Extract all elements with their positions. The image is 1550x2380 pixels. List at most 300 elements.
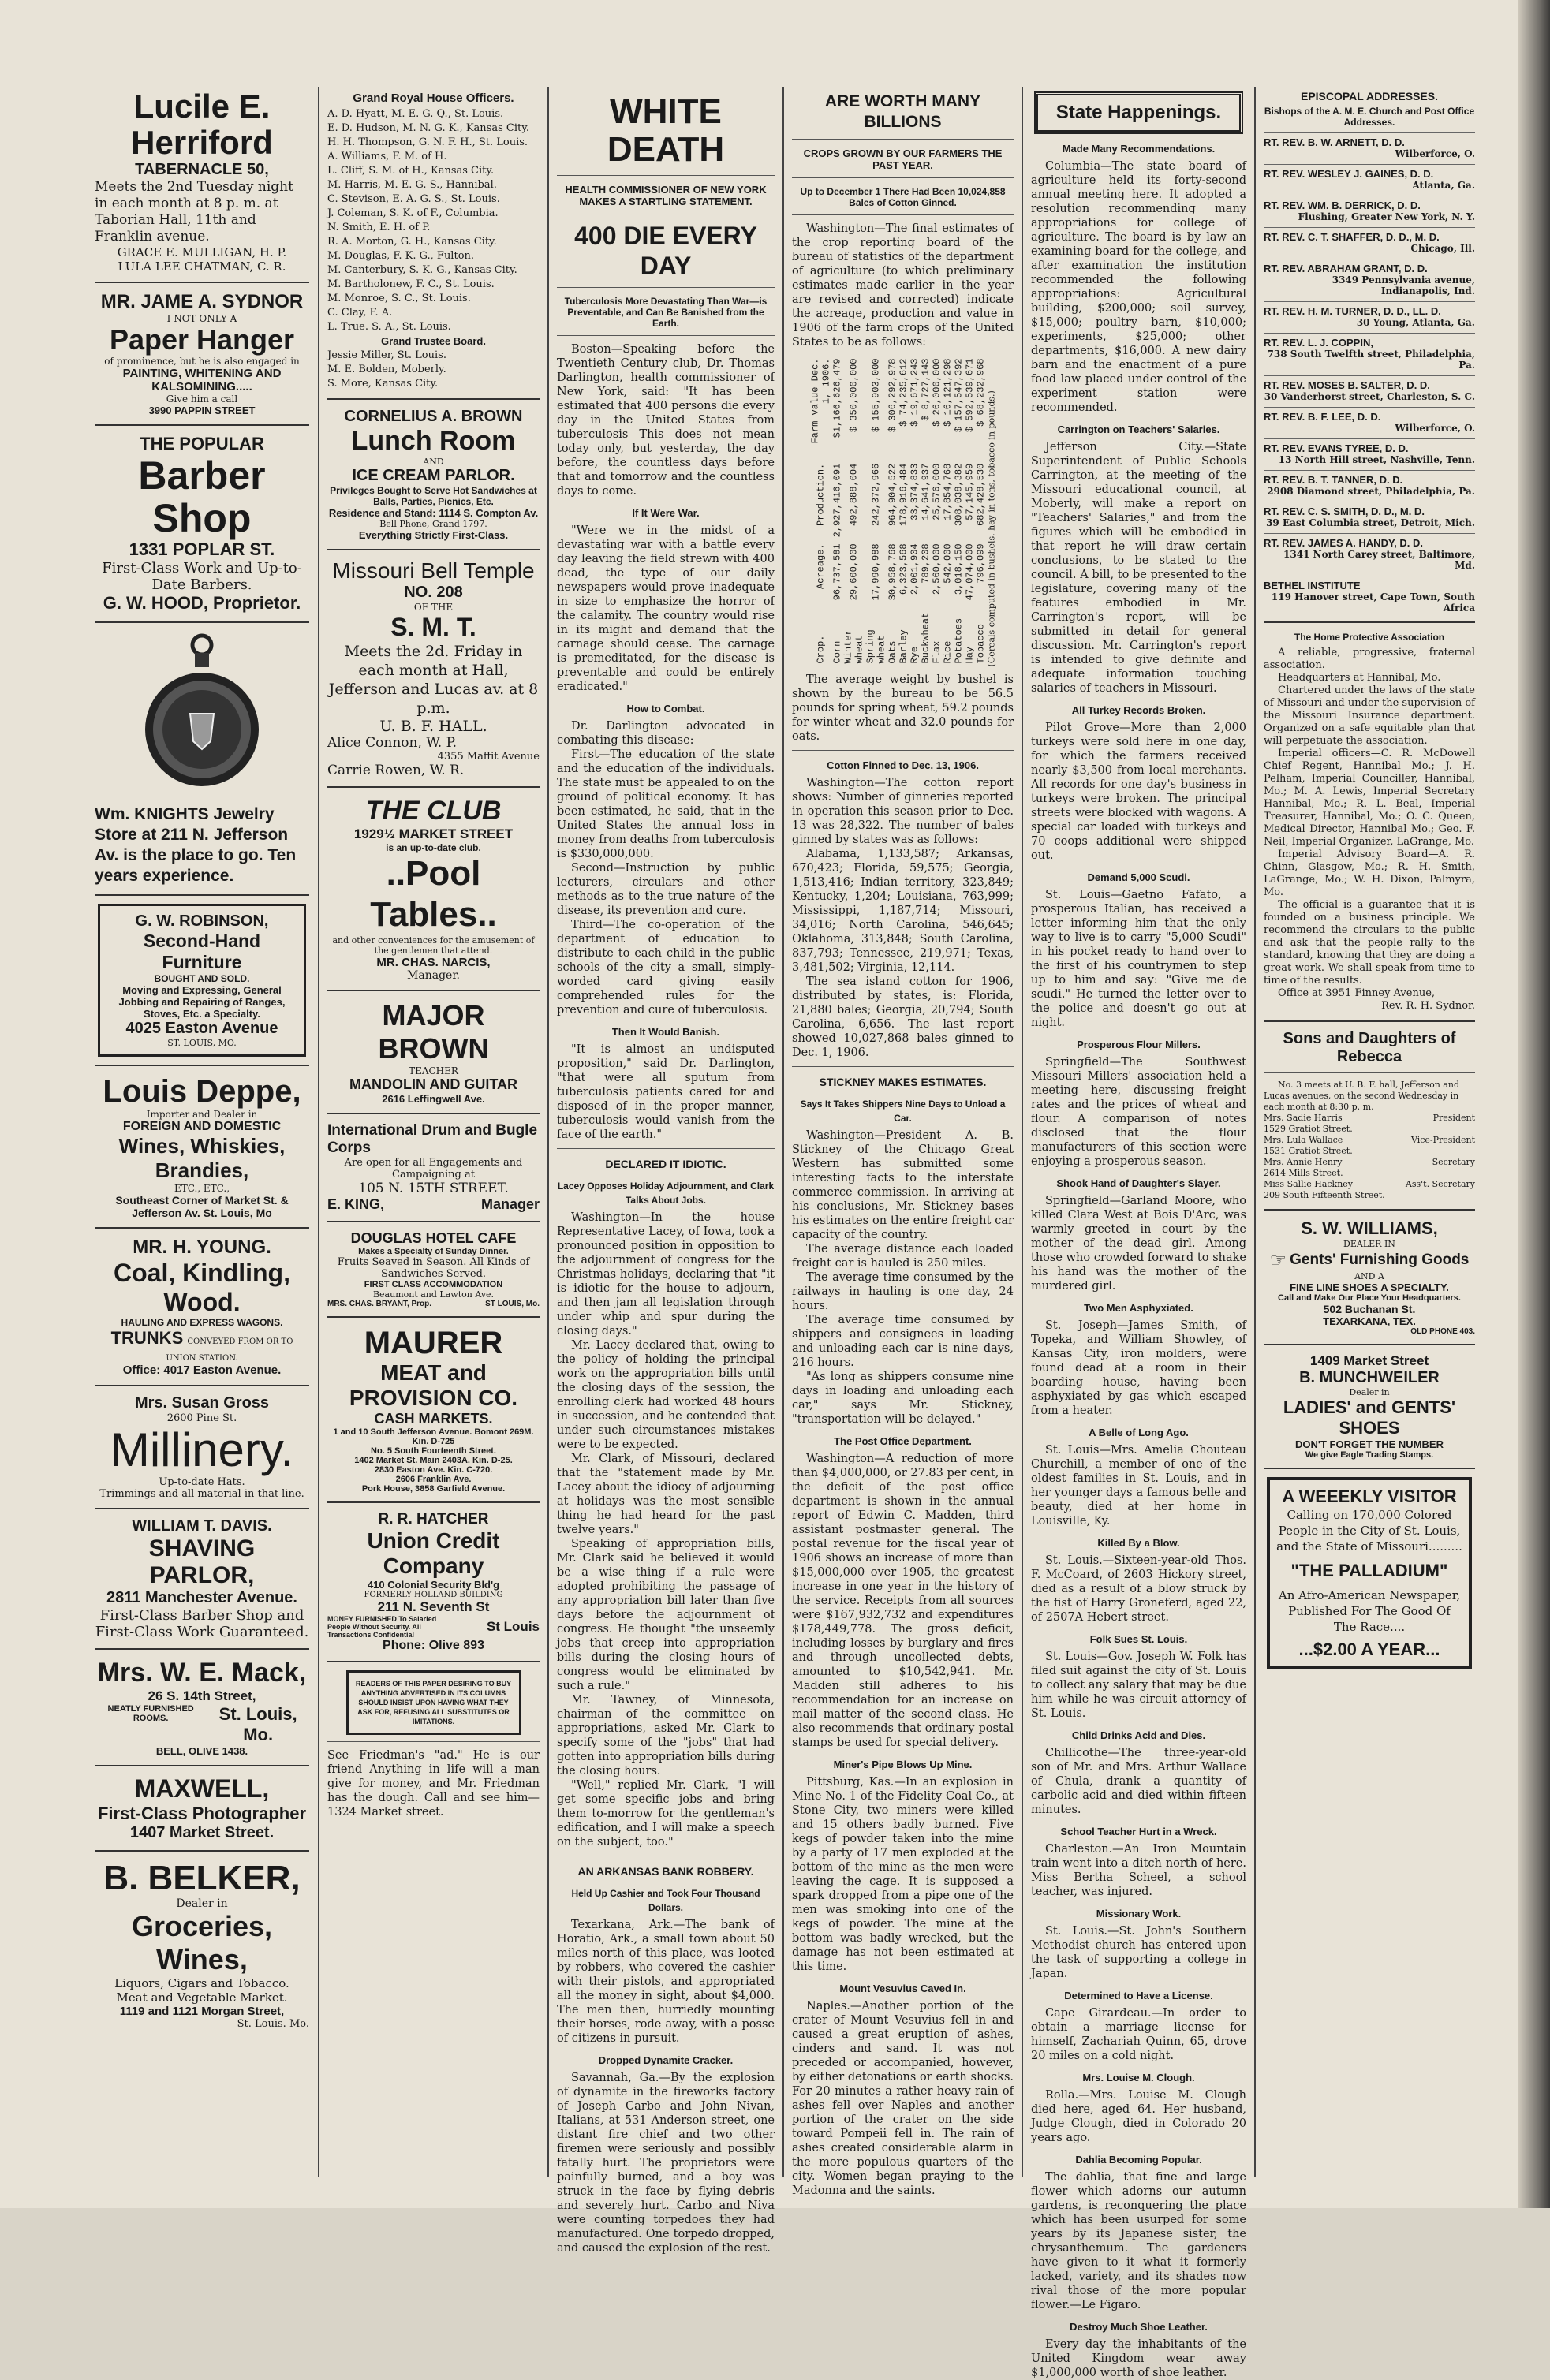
article-body <box>792 673 1014 2198</box>
bishop-address: Wilberforce, O. <box>1395 423 1475 434</box>
bishop-name: RT. REV. C. S. SMITH, D. D., M. D. <box>1264 505 1425 517</box>
home-protective-association <box>1264 631 1475 1013</box>
ad-address: 1402 Market St. Main 2403A. Kin. D-25. <box>354 1456 513 1465</box>
crop-table-wrapper <box>792 353 1014 670</box>
ad-line: St. Louis. Mo. <box>237 2018 309 2030</box>
ad-title: MR. JAME A. SYDNOR <box>100 291 304 312</box>
ad-line: DON'T FORGET THE NUMBER <box>1295 1438 1444 1450</box>
table-cell: $ 68,232,968 <box>975 358 986 427</box>
officer-line: H. H. Thompson, G. N. F. H., St. Louis. <box>327 136 528 148</box>
ad-line: ST LOUIS, Mo. <box>485 1300 540 1308</box>
ad-trade: Gents' Furnishing Goods <box>1290 1252 1470 1268</box>
officer-name: Mrs. Annie Henry <box>1264 1157 1343 1167</box>
ad-line: AND A <box>1354 1271 1384 1281</box>
table-cell: Winter wheat <box>842 629 865 664</box>
paragraph: Savannah, Ga.—By the explosion of dynamite in the fireworks factory of Joseph Carbo and John Nivan, Italians, at 531 Anderson street, one distant fire chief and two other firemen were seriously and possibly fatally hurt. The proprietors were painfully burned, and a boy was struck in the face by flying debris and severely hurt. Carbo and Niva were counting torpedoes they had manufactured. One torpedo dropped, and caused the explosion of the rest. <box>557 2072 775 2255</box>
officer-line: M. Canterbury, S. K. G., Kansas City. <box>327 264 517 276</box>
bishop-name: RT. REV. ABRAHAM GRANT, D. D. <box>1264 263 1428 274</box>
bishop-entry <box>1264 196 1475 222</box>
ad-text: Moving and Expressing, General Jobbing and Repairing of Ranges, Stoves, Etc. a Specialty. <box>118 984 286 1020</box>
bishop-address: Wilberforce, O. <box>1395 148 1475 159</box>
paragraph: St. Louis.—St. John's Southern Methodist church has entered upon the task of supporting a college in Japan. <box>1031 1925 1246 1980</box>
table-row <box>931 356 942 667</box>
paragraph: Imperial officers—C. R. McDowell Chief Regent, Hannibal Mo.; J. H. Pelham, Imperial Counciller, Hannibal, Mo.; M. A. Lewis, Imperial Secretary Hannibal, Mo.; R. L. Beal, Imperial Treasurer, Hannibal, Mo.; O. C. Queen, Medical Director, Hannibal Mo.; Geo. F. Neil, Imperial Organizer, LaGrange, Mo. <box>1264 748 1475 848</box>
officer-line <box>1264 1146 1475 1157</box>
herriford-ad <box>95 88 309 274</box>
ad-text: Meets the 2nd Tuesday night in each month at 8 p. m. at Taborian Hall, 11th and Franklin avenue. <box>95 179 293 244</box>
section-heading: How to Combat. <box>626 703 705 714</box>
ad-address: 26 S. 14th Street, <box>148 1688 256 1703</box>
ad-trade: SHAVING PARLOR, <box>148 1535 256 1588</box>
ad-line: Liquors, Cigars and Tobacco. <box>114 1976 289 1990</box>
table-cell: 6,323,568 <box>898 543 909 595</box>
table-row <box>920 356 931 667</box>
ad-text: Calling on 170,000 Colored People in the City of St. Louis, and the State of Missouri......... <box>1276 1508 1462 1554</box>
ad-trade: MEAT and <box>380 1360 487 1385</box>
ad-line: Makes a Specialty of Sunday Dinner. <box>358 1247 509 1256</box>
table-row <box>898 356 909 667</box>
officer-line: M. E. Bolden, Moberly. <box>327 364 446 375</box>
paragraph: Speaking of appropriation bills, Mr. Clark said he believed it would be a wise thing if a rule were adopted prohibiting the passage of any appropriation bill later than five days before the adjournment of congress. He thought "the unseemly jobs that creep into appropriation bills during the closing hours of congress would be eliminated by such a rule." <box>557 1538 775 1692</box>
section-heading: Demand 5,000 Scudi. <box>1087 871 1190 883</box>
ad-title: THE CLUB <box>365 796 502 826</box>
section-heading: Destroy Much Shoe Leather. <box>1070 2321 1208 2333</box>
officer-name: Mrs. Sadie Harris <box>1264 1113 1343 1123</box>
jewelry-ad: Wm. KNIGHTS Jewelry Store at 211 N. Jefferson Av. is the place to go. Ten years experience. <box>95 805 297 885</box>
hatcher-ad <box>327 1511 540 1653</box>
bishop-address: 39 East Columbia street, Detroit, Mich. <box>1266 517 1475 528</box>
ad-address: Residence and Stand: 1114 S. Compton Av. <box>328 507 539 519</box>
ad-line: OF THE <box>413 602 454 613</box>
ad-text: Fruits Seaved in Season. All Kinds of Sandwiches Served. <box>337 1256 530 1280</box>
bishop-address: 119 Hanover street, Cape Town, South Africa <box>1271 591 1475 614</box>
ad-line: is an up-to-date club. <box>386 842 481 853</box>
table-cell: Corn <box>831 640 842 664</box>
ad-trade: FINE LINE SHOES A SPECIALTY. <box>1290 1281 1449 1293</box>
table-header: Acreage. <box>815 543 826 589</box>
bishop-entry <box>1264 533 1475 571</box>
officer-line <box>1264 1190 1475 1201</box>
subheadline: Tuberculosis More Devastating Than War—is Preventable, and Can Be Banished from the Earth. <box>564 296 768 329</box>
table-cell: 789,208 <box>920 543 931 584</box>
ad-title: B. BELKER, <box>103 1859 301 1897</box>
maurer-ad <box>327 1326 540 1494</box>
ad-address: 211 N. Seventh St <box>377 1599 490 1614</box>
ad-line: Carrie Rowen, W. R. <box>327 763 465 778</box>
table-cell: Rice <box>942 640 953 664</box>
paragraph: The dahlia, that fine and large flower which adorns our autumn gardens, is reconquering the place which has been usurped for some years by its Japanese sister, the chrysanthemum. The gardeners have given to it what it formerly lacked, variety, and its shades now rival those of the more popular flower.—Le Figaro. <box>1031 2171 1246 2311</box>
officer-list <box>327 108 540 390</box>
paragraph: Rolla.—Mrs. Louise M. Clough died here, aged 64. Her husband, Judge Clough, died in Colorado 20 years ago. <box>1031 2089 1246 2144</box>
ad-line: St Louis <box>486 1619 540 1634</box>
ad-title: Mrs. Susan Gross <box>134 1394 270 1412</box>
ad-line: Dealer in <box>176 1897 228 1910</box>
ad-line: AND <box>423 457 444 467</box>
bishop-address: 2908 Diamond street, Philadelphia, Pa. <box>1267 486 1475 497</box>
officer-name: 1529 Gratiot Street. <box>1264 1124 1353 1134</box>
sydnor-ad <box>95 291 309 416</box>
bishop-entry <box>1264 375 1475 402</box>
bishop-list <box>1264 132 1475 614</box>
ad-line: ...$2.00 A YEAR... <box>1298 1640 1440 1659</box>
article-body <box>557 342 775 2255</box>
table-header-row <box>809 356 831 667</box>
robinson-ad <box>98 904 306 1057</box>
bishop-entry <box>1264 164 1475 191</box>
section-heading: Prosperous Flour Millers. <box>1077 1039 1201 1050</box>
ad-title: Missouri Bell Temple <box>332 558 535 583</box>
officer-line <box>1264 1179 1475 1190</box>
ad-address: Beaumont and Lawton Ave. <box>372 1289 495 1300</box>
ad-line: Bell Phone, Grand 1797. <box>379 519 487 529</box>
sons-daughters-notice <box>1264 1080 1475 1201</box>
paragraph: "As long as shippers consume nine days in loading and unloading each car," says Mr. Stickney, "transportation will be delayed." <box>792 1371 1014 1426</box>
table-cell: 2,927,416,091 <box>831 463 842 538</box>
table-cell: 796,099 <box>975 543 986 584</box>
ad-line: BOUGHT AND SOLD. <box>154 973 250 984</box>
paragraph: Washington—The cotton report shows: Number of ginneries reported in operation this season prior to Dec. 13 was 28,322. The number of bales ginned by states was as follows: <box>792 777 1014 846</box>
paragraph: Columbia—The state board of agriculture held its forty-second annual meeting here. It adopted a resolution recommending many appropriations for college of agriculture. The board is by law an examining board for the college, and after examination the institution recommended the following appropriations: Agricultural building, $200,000; soil survey, $15,000; poultry barn, $10,000; experiments, $25,000; other departments, $16,000. A new dairy barn and the enactment of a pure food law placed under control of the experiment station were recommended. <box>1031 160 1246 414</box>
ad-address: 1407 Market Street. <box>129 1824 275 1841</box>
officer-line <box>1264 1157 1475 1168</box>
ads-column-2 <box>319 88 547 2177</box>
ad-trade: "THE PALLADIUM" <box>1290 1561 1448 1580</box>
section-heading: Grand Trustee Board. <box>381 335 486 347</box>
officer-line: L. True. S. A., St. Louis. <box>327 321 451 333</box>
ad-trade: First-Class Photographer <box>97 1804 307 1823</box>
table-cell: $ 16,121,298 <box>942 358 953 427</box>
ad-line: Dealer in <box>1349 1387 1390 1397</box>
table-row <box>975 356 986 667</box>
bishop-entry <box>1264 333 1475 371</box>
paragraph: Washington—In the house Representative Lacey, of Iowa, took a pronounced position in opposition to the adjournment of congress for the Christmas holidays, declaring that "it is idiotic for the house to adjourn, and then jam all legislation through under whip and spur during the closing days." <box>557 1211 775 1337</box>
officer-name: 1531 Gratiot Street. <box>1264 1146 1353 1156</box>
officer-line: M. Monroe, S. C., St. Louis. <box>327 293 471 304</box>
paragraph: The average time consumed by shippers and consignees in loading and unloading each car is nine days, 216 hours. <box>792 1314 1014 1369</box>
ad-line: U. B. F. HALL. <box>379 718 487 735</box>
officer-line: A. Williams, F. M. of H. <box>327 151 447 162</box>
section-heading: Determined to Have a License. <box>1064 1990 1213 2001</box>
ad-title: WILLIAM T. DAVIS. <box>132 1517 272 1535</box>
ad-address: 3990 PAPPIN STREET <box>148 405 256 416</box>
paragraph: Mr. Tawney, of Minnesota, chairman of the committee on appropriations, asked Mr. Clark to specify some of the "jobs" that had gotten into appropriation bills during the closing hours. <box>557 1694 775 1778</box>
paragraph: Imperial Advisory Board—A. R. Chinn, Glasgow, Mo.; R. H. Smith, LaGrange, Mo.; W. H. Dixon, Palmyra, Mo. <box>1264 849 1475 898</box>
ad-address: 2606 Franklin Ave. <box>395 1475 472 1484</box>
ad-line: MRS. CHAS. BRYANT, Prop. <box>327 1300 432 1308</box>
ad-title: S. W. WILLIAMS, <box>1301 1218 1438 1238</box>
table-cell: 17,854,768 <box>942 463 953 520</box>
ad-trade: Groceries, Wines, <box>131 1910 273 1975</box>
ad-line: Manager. <box>407 969 460 982</box>
ad-trade: Millinery. <box>110 1423 294 1476</box>
ad-text: Meets the 2d. Friday in each month at Hall, Jefferson and Lucas av. at 8 p.m. <box>328 643 539 717</box>
paragraph: "It is almost an undisputed proposition," said Dr. Darlington, "that were all sputum from tuberculosis patients cared for and disposed of in the proper manner, tuberculosis would vanish from the face of the earth." <box>557 1043 775 1141</box>
ad-text: First-Class Barber Shop and First-Class Work Guaranteed. <box>95 1607 309 1640</box>
table-cell: Flax <box>931 640 942 664</box>
ad-title: International Drum and Bugle Corps <box>327 1122 538 1156</box>
ad-title: CORNELIUS A. BROWN <box>344 408 523 425</box>
section-heading: Dropped Dynamite Cracker. <box>598 2054 734 2066</box>
paragraph: Pilot Grove—More than 2,000 turkeys were sold here in one day, for which the farmers received nearly $3,500 from local merchants. All records for one day's business in turkeys were broken. The principal streets were blocked with wagons. A special car loaded with turkeys and 70 coops additional were shipped out. <box>1031 722 1246 862</box>
ad-trade: Paper Hanger <box>109 323 295 356</box>
table-header: Crop. <box>815 635 826 664</box>
ad-line: 4355 Maffit Avenue <box>437 751 540 763</box>
bishop-address: 30 Vanderhorst street, Charleston, S. C. <box>1264 391 1475 402</box>
ad-line: St. Louis, Mo. <box>218 1704 297 1744</box>
section-heading: Carrington on Teachers' Salaries. <box>1057 423 1220 435</box>
page-edge-shadow <box>1518 0 1550 2208</box>
ad-address: 2616 Leffingwell Ave. <box>382 1093 485 1105</box>
ad-line: CONVEYED FROM OR TO UNION STATION. <box>166 1337 293 1363</box>
paragraph: Texarkana, Ark.—The bank of Horatio, Ark., a small town about 50 miles north of this place, was looted by robbers, who covered the cashier with their pistols, and appropriated all the money in sight, about $4,000. The men then, hurriedly mounting their horses, rode away, with a posse of citizens in pursuit. <box>557 1919 775 2045</box>
section-heading: The Post Office Department. <box>834 1435 972 1447</box>
subheadline: Says It Takes Shippers Nine Days to Unload a Car. <box>800 1099 1006 1124</box>
table-cell: $ 8,727,143 <box>920 358 931 421</box>
bishop-name: RT. REV. C. T. SHAFFER, D. D., M. D. <box>1264 231 1440 243</box>
paragraph: Third—The co-operation of the department of education to distribute to each child in the public schools of the city a small, simply-worded card giving easily comprehended rules for the prevention and cure of tuberculosis. <box>557 919 775 1017</box>
section-heading: Child Drinks Acid and Dies. <box>1071 1729 1206 1741</box>
section-heading: School Teacher Hurt in a Wreck. <box>1060 1826 1217 1837</box>
ad-title: Mrs. W. E. Mack, <box>97 1658 307 1688</box>
table-row <box>887 356 898 667</box>
table-cell: 542,000 <box>942 543 953 584</box>
officer-list <box>1264 1113 1475 1201</box>
table-cell: 33,374,833 <box>909 463 920 520</box>
ad-line: Importer and Dealer in <box>146 1109 258 1120</box>
table-row <box>831 356 842 667</box>
ad-address: 2600 Pine St. <box>166 1412 237 1424</box>
major-brown-ad <box>327 999 540 1105</box>
ad-line: CASH MARKETS. <box>374 1411 493 1427</box>
officer-role: Vice-President <box>1410 1135 1475 1145</box>
ad-line: TEXARKANA, TEX. <box>1323 1315 1416 1327</box>
gross-ad <box>95 1394 309 1500</box>
headline: STICKNEY MAKES ESTIMATES. <box>819 1076 987 1088</box>
table-cell: $ 350,000,000 <box>848 358 859 433</box>
douglas-cafe-ad <box>327 1230 540 1308</box>
paragraph: St. Louis.—Sixteen-year-old Thos. F. McCoard, of 2603 Hickory street, died as a result of a blow struck by the fist of Harry Groneferd, aged 22, of 2507A Hebert street. <box>1031 1554 1246 1624</box>
ad-address: Pork House, 3858 Garfield Avenue. <box>361 1484 506 1494</box>
table-cell: $1,166,626,479 <box>831 358 842 438</box>
officer-role: Ass't. Secretary <box>1405 1179 1475 1189</box>
ad-title: MAXWELL, <box>134 1774 270 1803</box>
ad-line: GRACE E. MULLIGAN, H. P. <box>117 245 287 259</box>
paragraph: Washington—President A. B. Stickney of the Chicago Great Western has submitted some interesting facts to the interstate commerce commission. In arriving at his conclusions, Mr. Stickney bases his estimates on the entire freight car capacity of the country. <box>792 1129 1014 1241</box>
news-column-state <box>1023 88 1254 2379</box>
ad-line: OLD PHONE 403. <box>1410 1327 1475 1336</box>
davis-ad <box>95 1517 309 1640</box>
state-happenings-masthead <box>1034 91 1243 134</box>
table-cell: 47,074,000 <box>964 543 975 601</box>
ad-line: Phone: Olive 893 <box>383 1639 484 1652</box>
table-cell: Tobacco <box>975 624 986 664</box>
ad-line: Give him a call <box>166 394 238 405</box>
table-cell: 964,904,522 <box>887 463 898 526</box>
table-cell: Rye <box>909 646 920 664</box>
ad-address: 410 Colonial Security Bld'g <box>367 1579 500 1591</box>
section-heading: Miner's Pipe Blows Up Mine. <box>833 1759 973 1770</box>
table-cell: 29,600,000 <box>848 543 859 601</box>
ad-address: 2811 Manchester Avenue. <box>106 1589 297 1606</box>
paragraph: Springfield—The Southwest Missouri Millers' association held a meeting here, discussing freight rates and the prices of wheat and flour. A comparison of notes disclosed that the flour manufacturers of this section were enjoying a prosperous season. <box>1031 1056 1246 1168</box>
ad-text: Are open for all Engagements and Campaigning at <box>344 1157 523 1181</box>
paragraph: St. Joseph—James Smith, of Topeka, and William Showley, of Kansas City, iron molders, were found dead at a room in their boarding house, having been asphyxiated by gas which escaped from a heater. <box>1031 1319 1246 1417</box>
ad-line: MR. CHAS. NARCIS, <box>376 956 491 969</box>
table-cell: $ 592,539,671 <box>964 358 975 433</box>
ad-line: FOREIGN AND DOMESTIC <box>122 1120 282 1133</box>
ad-trade: MANDOLIN AND GUITAR <box>349 1076 517 1092</box>
ads-column-1 <box>87 88 317 2177</box>
table-cell: $ 19,671,243 <box>909 358 920 427</box>
bishop-name: RT. REV. L. J. COPPIN, <box>1264 337 1373 349</box>
section-heading: Grand Royal House Officers. <box>353 91 514 105</box>
ad-title: Barber Shop <box>138 453 266 540</box>
headline: AN ARKANSAS BANK ROBBERY. <box>577 1865 754 1878</box>
paragraph: Pittsburg, Kas.—In an explosion in Mine No. 1 of the Fidelity Coal Co., at Stone City, two miners were killed and 15 others badly burned. Five kegs of powder taken into the mine by a party of 17 men exploded at the bottom of the mine as the men were leaving the cage. It is supposed a spark dropped from a pipe one of the men was smoking into one of the kegs of powder. The mine at the bottom was badly wrecked, but the damage has not been estimated at this time. <box>792 1776 1014 1973</box>
section-heading: Made Many Recommendations. <box>1062 143 1216 155</box>
deppe-ad <box>95 1074 309 1219</box>
ads-column-6 <box>1256 88 1483 2177</box>
table-header: Farm value Dec. 1, 1906. <box>809 358 831 444</box>
mack-ad <box>95 1658 309 1757</box>
officer-line: E. D. Hudson, M. N. G. K., Kansas City. <box>327 122 529 134</box>
bishop-name: RT. REV. EVANS TYREE, D. D. <box>1264 442 1409 454</box>
table-cell: $ 306,292,978 <box>887 358 898 433</box>
bishop-entry <box>1264 576 1475 614</box>
ad-title: MR. H. YOUNG. <box>133 1237 271 1258</box>
table-cell: 17,990,988 <box>870 543 881 601</box>
bishop-name: RT. REV. B. W. ARNETT, D. D. <box>1264 136 1405 148</box>
ad-line: HAULING AND EXPRESS WAGONS. <box>121 1317 283 1328</box>
subheadline: Up to December 1 There Had Been 10,024,858 Bales of Cotton Ginned. <box>800 186 1006 208</box>
section-heading: A Belle of Long Ago. <box>1089 1427 1189 1438</box>
section-heading: Sons and Daughters of Rebecca <box>1283 1030 1456 1065</box>
paragraph: Chartered under the laws of the state of Missouri and under the supervision of the Missouri Insurance department. Organized on a safe equitable plan that will perpetuate the association. <box>1264 685 1475 747</box>
table-cell: Buckwheat <box>920 612 931 664</box>
ad-address: 1331 POPLAR ST. <box>129 539 275 559</box>
ad-text: and other conveniences for the amusement of the gentlemen that attend. <box>332 935 535 956</box>
bishop-entry <box>1264 132 1475 159</box>
pocket-watch-icon <box>143 631 261 796</box>
bishop-name: BETHEL INSTITUTE <box>1264 580 1361 591</box>
headline: DECLARED IT IDIOTIC. <box>605 1158 726 1170</box>
table-cell: $ 155,903,000 <box>870 358 881 433</box>
officer-line <box>1264 1124 1475 1135</box>
paragraph: Office at 3951 Finney Avenue, <box>1278 987 1436 999</box>
officer-line: C. Clay, F. A. <box>327 307 393 319</box>
paragraph: Cape Girardeau.—In order to obtain a marriage license for himself, Zachariah Quinn, 65, drove 20 miles on a cold night. <box>1031 2007 1246 2062</box>
friedman-notice: See Friedman's "ad." He is our friend Anything in life will a man give for money, and Mr. Friedman has the dough. Call and see him—1324 Market street. <box>327 1749 540 1819</box>
section-heading: Mrs. Louise M. Clough. <box>1082 2072 1195 2083</box>
paragraph: Charleston.—An Iron Mountain train went into a ditch north of here. Miss Bertha Scheel, a school teacher, was injured. <box>1031 1843 1246 1898</box>
ad-line: TRUNKS <box>110 1328 184 1348</box>
table-cell: $ 157,547,392 <box>953 358 964 433</box>
ad-line: of prominence, but he is also engaged in <box>104 356 300 367</box>
bishop-entry <box>1264 227 1475 254</box>
maxwell-ad <box>95 1774 309 1842</box>
section-heading: Dahlia Becoming Popular. <box>1075 2154 1202 2166</box>
ad-line: FORMERLY HOLLAND BUILDING <box>364 1591 503 1599</box>
paragraph: The average distance each loaded freight car is hauled is 250 miles. <box>792 1243 1014 1270</box>
officer-line: R. A. Morton, G. H., Kansas City. <box>327 236 497 248</box>
ad-line: Meat and Vegetable Market. <box>116 1990 288 2005</box>
officer-line: J. Coleman, S. K. of F., Columbia. <box>327 207 499 219</box>
table-row <box>865 356 887 667</box>
ad-line: TEACHER <box>409 1065 458 1076</box>
ad-address: 2830 Easton Ave. Kin. C-720. <box>374 1465 493 1475</box>
table-cell: 242,372,966 <box>870 463 881 526</box>
ad-trade: Coal, Kindling, Wood. <box>114 1259 290 1316</box>
ad-line: Manager <box>480 1196 540 1212</box>
bishop-name: RT. REV. WESLEY J. GAINES, D. D. <box>1264 168 1434 180</box>
paragraph: Mr. Lacey declared that, owing to the policy of holding the principal work on the appropriation bills until the closing days of the session, the enrolling clerk had worked 48 hours in succession, and he contended that under such circumstances mistakes were to be expected. <box>557 1339 775 1451</box>
table-cell: $ 74,235,612 <box>898 358 909 427</box>
hand-icon: ☞ <box>1269 1249 1287 1271</box>
bishop-address: 30 Young, Atlanta, Ga. <box>1356 317 1475 328</box>
table-cell: 25,576,000 <box>931 463 942 520</box>
ad-trade: LADIES' and GENTS' SHOES <box>1283 1397 1456 1438</box>
paragraph: Naples.—Another portion of the crater of Mount Vesuvius fell in and caused a great eruption of ashes, cinders and sand. It was not preceded or accompanied, however, by either detonations or earth shocks. For 20 minutes a rather heavy rain of ashes fell over Naples and another portion of the crater on the side toward Pompeii fell in. The rain of ashes created considerable alarm in the more populous quarters of the city. Women began praying to the Madonna and the saints. <box>792 2000 1014 2197</box>
ad-address: 1409 Market Street <box>1309 1353 1429 1368</box>
ad-line: Call and Make Our Place Your Headquarters. <box>1278 1293 1461 1303</box>
ad-line: I NOT ONLY A <box>166 313 237 324</box>
table-cell: 96,737,581 <box>831 543 842 601</box>
paragraph: Boston—Speaking before the Twentieth Century club, Dr. Thomas Darlington, health commissioner of New York, said: "It has been estimated that 400 persons die every day in the United States from tuberculosis This does not mean today only, but yesterday, the day before, the countless days before that and tomorrow and the countless days to come. <box>557 343 775 498</box>
ad-text: MONEY FURNISHED To Salaried People Without Security. All Transactions Confidential <box>327 1615 437 1639</box>
ad-title: MAURER <box>364 1326 503 1360</box>
ad-line: DEALER IN <box>1343 1239 1395 1249</box>
ad-title: Louis Deppe, <box>103 1074 301 1109</box>
ad-address: Office: 4017 Easton Avenue. <box>122 1363 282 1377</box>
section-heading: If It Were War. <box>632 507 700 519</box>
bishop-address: 13 North Hill street, Nashville, Tenn. <box>1278 454 1475 465</box>
bishop-name: RT. REV. WM. B. DERRICK, D. D. <box>1264 200 1421 211</box>
paragraph: The sea island cotton for 1906, distributed by states, is: Florida, 21,880 bales; Georgia, 20,794; South Carolina, 6,656. The last report showed 10,027,868 bales ginned to Dec. 1, 1906. <box>792 976 1014 1059</box>
bishop-address: 738 South Twelfth street, Philadelphia, Pa. <box>1267 349 1475 371</box>
ad-line: THE POPULAR <box>140 434 264 453</box>
young-ad <box>95 1237 309 1377</box>
bishop-address: Flushing, Greater New York, N. Y. <box>1298 211 1475 222</box>
bishop-name: RT. REV. JAMES A. HANDY, D. D. <box>1264 537 1424 549</box>
news-column-crops <box>784 88 1022 2197</box>
ad-subtitle: TABERNACLE 50, <box>135 161 269 178</box>
table-cell: 492,888,004 <box>848 463 859 526</box>
ad-address: 502 Buchanan St. <box>1323 1303 1416 1315</box>
ad-line: ETC., ETC., <box>174 1183 230 1194</box>
table-cell: 30,958,768 <box>887 543 898 601</box>
bishop-entry <box>1264 438 1475 465</box>
bishop-address: 3349 Pennsylvania avenue, Indianapolis, Ind. <box>1332 274 1475 297</box>
table-note: (Cereals computed in bushels, hay in tons, tobacco in pounds.) <box>986 390 996 667</box>
officer-name: Miss Sallie Hackney <box>1264 1179 1354 1189</box>
ad-line: NO. 208 <box>404 584 463 601</box>
officer-line: M. Douglas, F. K. G., Fulton. <box>327 250 475 262</box>
ad-text: First-Class Work and Up-to-Date Barbers. <box>102 560 302 593</box>
ad-title: A WEEEKLY VISITOR <box>1282 1487 1457 1506</box>
bishop-entry <box>1264 301 1475 328</box>
ad-address: 105 N. 15TH STREET. <box>358 1181 509 1196</box>
ad-line: Everything Strictly First-Class. <box>358 529 509 541</box>
paragraph: Alabama, 1,133,587; Arkansas, 670,423; Florida, 59,575; Georgia, 1,513,416; Indian territory, 323,849; Kentucky, 1,204; Louisiana, 763,999; Mississippi, 1,187,714; Missouri, 34,016; North Carolina, 546,645; Oklahoma, 313,848; South Carolina, 837,793; Tennessee, 219,971; Texas, 3,481,502; Virginia, 12,114. <box>792 848 1014 974</box>
table-cell: Barley <box>898 629 909 664</box>
belker-ad <box>95 1860 309 2030</box>
table-row <box>842 356 865 667</box>
lunch-room-ad <box>327 408 540 541</box>
crop-table <box>809 356 986 667</box>
readers-notice: READERS OF THIS PAPER DESIRING TO BUY ANYTHING ADVERTISED IN ITS COLUMNS SHOULD INSIST UPON HAVING WHAT THEY ASK FOR, REFUSING ALL SUBSTITUTES OR IMITATIONS. <box>346 1670 521 1735</box>
bishop-entry <box>1264 502 1475 528</box>
paragraph: Headquarters at Hannibal, Mo. <box>1278 672 1441 684</box>
